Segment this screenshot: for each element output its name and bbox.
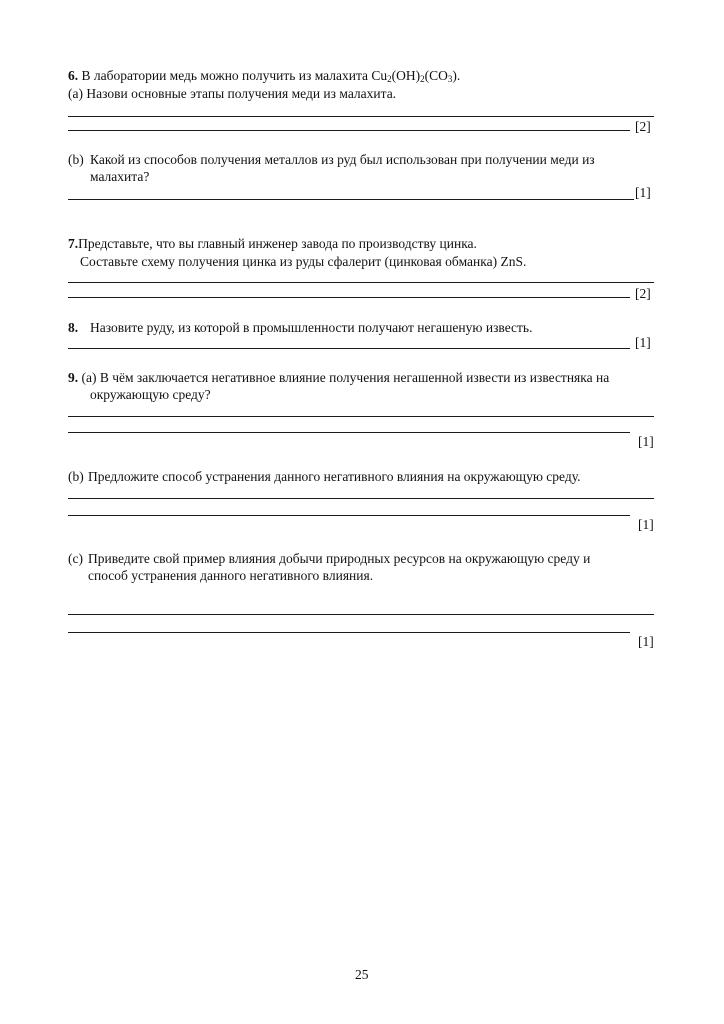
q9a-line1-text: (a) В чём заключается негативное влияние получения негашенной извести из известняка на	[81, 370, 610, 385]
q9c-label: (c)	[68, 551, 83, 566]
q6-formula-part2: (OH)	[391, 68, 421, 83]
q9c-prompt-line1: Приведите свой пример влияния добычи природных ресурсов на окружающую среду и	[88, 551, 591, 566]
q6-formula-part3: (CO	[424, 68, 448, 83]
q6a-answer-line-1[interactable]	[68, 116, 654, 117]
q6-formula-sub3: 3	[447, 74, 453, 84]
q9b-prompt: Предложите способ устранения данного негативного влияния на окружающую среду.	[88, 469, 581, 484]
q9a-mark: [1]	[638, 434, 654, 449]
q7-number: 7.	[68, 236, 79, 251]
q6a-prompt: (a) Назови основные этапы получения меди из малахита.	[68, 86, 397, 101]
q9c-answer-line-2[interactable]	[68, 632, 630, 633]
q7-prompt-line2: Составьте схему получения цинка из руды сфалерит (цинковая обманка) ZnS.	[80, 254, 527, 269]
q8-number	[68, 320, 78, 336]
q9a-answer-line-1[interactable]	[68, 416, 654, 417]
q6a-answer-line-2[interactable]	[68, 130, 630, 131]
q6-formula-part4: ).	[452, 68, 461, 83]
q9c-mark: [1]	[638, 634, 654, 649]
q6-stem	[68, 68, 460, 84]
q9b-answer-line-2[interactable]	[68, 515, 630, 516]
q6-formula-sub2: 2	[420, 74, 425, 84]
q6-stem-text: В лаборатории медь можно получить из малахита Cu	[81, 68, 388, 83]
q7-answer-line-1[interactable]	[68, 282, 654, 283]
q9b-mark: [1]	[638, 517, 654, 532]
q9a-answer-line-2[interactable]	[68, 432, 630, 433]
q7-line1-text: Представьте, что вы главный инженер завода по производству цинка.	[78, 236, 477, 251]
q7-answer-line-2[interactable]	[68, 297, 630, 298]
q7-prompt-line1	[68, 236, 477, 252]
q6-formula-sub1: 2	[387, 74, 392, 84]
q7-mark: [2]	[635, 286, 651, 301]
q9-number: 9.	[68, 370, 79, 385]
q9c-answer-line-1[interactable]	[68, 614, 654, 615]
q8-mark: [1]	[635, 335, 651, 350]
q9a-prompt-line1	[68, 370, 609, 386]
q6b-label: (b)	[68, 152, 84, 167]
page-number: 25	[355, 967, 369, 982]
q6b-prompt-line2: малахита?	[90, 169, 150, 184]
q8-answer-line[interactable]	[68, 348, 630, 349]
q8-number-text: 8.	[68, 320, 79, 335]
q8-prompt: Назовите руду, из которой в промышленности получают негашеную известь.	[90, 320, 533, 335]
q9b-answer-line-1[interactable]	[68, 498, 654, 499]
q9c-prompt-line2: способ устранения данного негативного влияния.	[88, 568, 374, 583]
q6b-answer-line[interactable]	[68, 199, 634, 200]
q6-number: 6.	[68, 68, 79, 83]
q6a-mark: [2]	[635, 119, 651, 134]
q6b-mark: [1]	[635, 185, 651, 200]
q9a-prompt-line2: окружающую среду?	[90, 387, 211, 402]
q6b-prompt-line1: Какой из способов получения металлов из руд был использован при получении меди из	[90, 152, 595, 167]
q9b-label: (b)	[68, 469, 84, 484]
